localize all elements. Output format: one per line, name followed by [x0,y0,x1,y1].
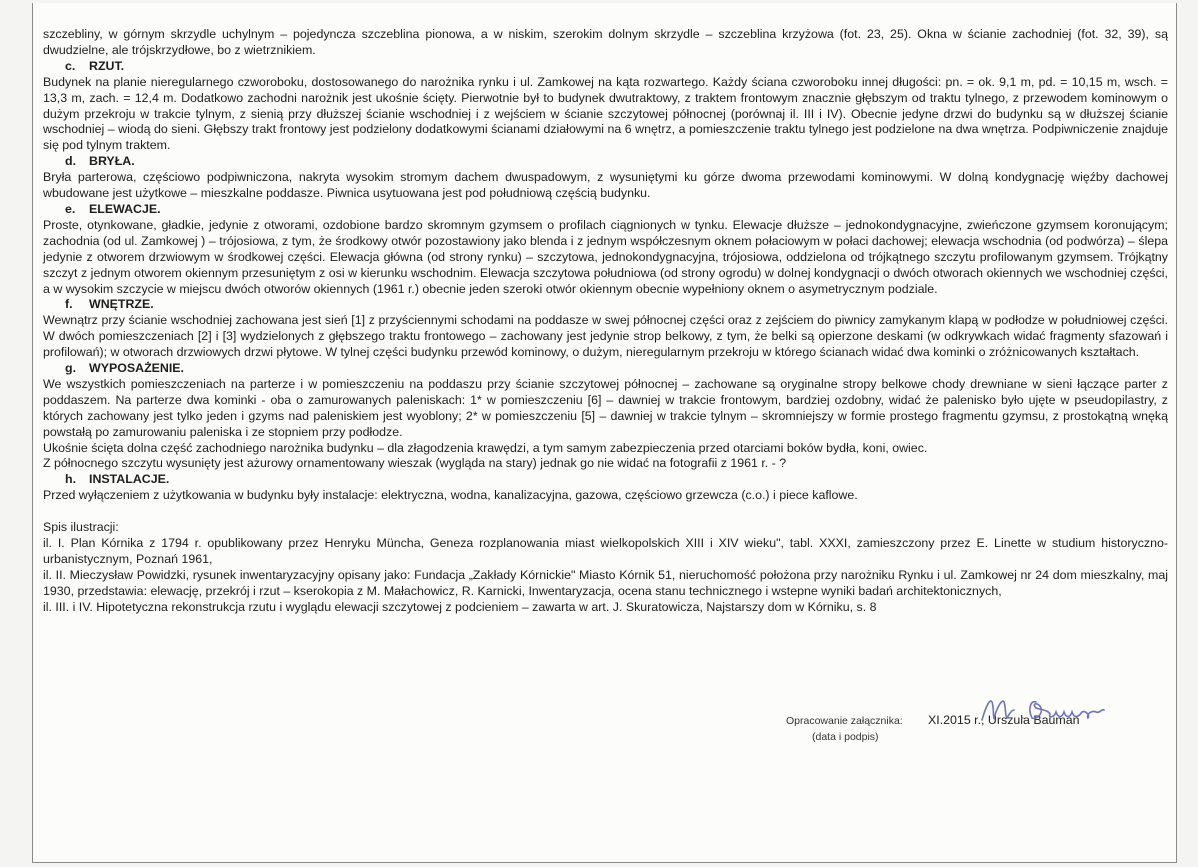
section-g-paragraph-1: We wszystkich pomieszczeniach na parterze i w pomieszczeniu na poddaszu przy ścianie szczytowej północnej – zachowane są oryginalne stropy belkowe chody drewniane w sieni łączące parter z poddaszem. Na parterze dwa kominki - oba o zamurowanych paleniskach: 1* w pomieszczeniu [6] – dawniej w trakcie frontowym, bardziej ozdobny, widać że palenisko było ujęte w pseudopilastry, z których zachowany jest tylko jeden i gzyms nad paleniskiem jest wyoblony; 2* w pomieszczeniu [5] – dawniej w trakcie tylnym – skromniejszy w formie prostego fragmentu gzymsu, z prostokątną wnęką powstałą po zamurowaniu paleniska i ze stopniem przy podłodze. [43,376,1168,439]
illustration-item-3: il. III. i IV. Hipotetyczna rekonstrukcja rzutu i wyglądu elewacji szczytowej z podcieniem – zawarta w art. J. Skuratowicza, Najstarszy dom w Kórniku, s. 8 [43,599,877,614]
illustration-item-2: il. II. Mieczysław Powidzki, rysunek inwentaryzacyjny opisany jako: Fundacja „Zakłady Kórnickie" Miasto Kórnik 51, nieruchomość położona przy narożniku Rynku i ul. Zamkowej nr 24 dom mieszkalny, maj 1930, przedstawia: elewację, przekrój i rzut – kserokopia z M. Małachowicz, R. Karnicki, Inwentaryzacja, ocena stanu technicznego i wstepne wyniki badań architektonicznych, [43,567,1168,598]
section-h-paragraph: Przed wyłączeniem z użytkowania w budynku były instalacje: elektryczna, wodna, kanalizacyjna, gazowa, częściowo grzewcza (c.o.) i piece kaflowe. [43,488,858,503]
handwritten-signature [978,688,1158,728]
section-d-paragraph: Bryła parterowa, częściowo podpiwniczona, nakryta wysokim stromym dachem dwuspadowym, z wysuniętymi ku górze dwoma przewodami kominowymi. W dolną kondygnację więźby dachowej wbudowane jest użytkowe – mieszkalne poddasze. Piwnica usytuowana jest pod południową częścią budynku. [43,170,1168,201]
section-f-paragraph: Wewnątrz przy ścianie wschodniej zachowana jest sień [1] z przyściennymi schodami na poddasze w swej północnej części oraz z zejściem do piwnicy zamykanym klapą w podłodze w południowej części. W dwóch pomieszczeniach [2] i [3] wydzielonych z głębszego traktu frontowego – zachowany jest jedynie strop belkowy, z tym, że belki są opierzone deskami (w odkrywkach widać fragmenty sfazowań i profilowań); w otworach drzwiowych drzwi płytowe. W tylnej części budynku przewód kominowy, o dużym, nieregularnym przekroju w którego ścianach widać dwa kominki o zróżnicowanych kształtach. [43,313,1168,360]
section-heading-e: e. ELEWACJE. [65,201,161,216]
illustrations-heading: Spis ilustracji: [43,520,119,535]
footer-label: Opracowanie załącznika: [786,715,903,727]
section-heading-g: g. WYPOSAŻENIE. [65,361,185,376]
footer-date-author: XI.2015 r., Urszula Bauman [928,713,1080,727]
section-heading-f: f. WNĘTRZE. [65,297,154,312]
section-g-paragraph-3: Z północnego szczytu wysunięty jest ażurowy ornamentowany wieszak (wygląda na stary) jednak go nie widać na fotografii z 1961 r. - ? [43,456,787,471]
section-heading-h: h. INSTALACJE. [65,472,170,487]
intro-paragraph: szczebliny, w górnym skrzydle uchylnym – pojedyncza szczeblina pionowa, a w niskim, szerokim dolnym skrzydle – szczeblina krzyżowa (fot. 23, 25). Okna w ścianie zachodniej (fot. 32, 39), są dwudzielne, ale trójskrzydłowe, bo z wietrznikiem. [43,27,1168,57]
section-e-paragraph: Proste, otynkowane, gładkie, jedynie z otworami, ozdobione bardzo skromnym gzymsem o profilach ciągnionych w tynku. Elewacje dłuższe – jednokondygnacyjne, zwieńczone gzymsem koronującym; zachodnia (od ul. Zamkowej ) – trójosiowa, z tym, że środkowy otwór pozostawiony jako blenda i z jednym współczesnym oknem połaciowym w połaci dachowej; elewacja wschodnia (od podwórza) – ślepa jedynie z otworem drzwiowym w środkowej części. Elewacja główna (od strony rynku) – szczytowa, jednokondygnacyjna, trójosiowa, oddzielona od trójkątnego szczytu profilowanym gzymsem. Trójkątny szczyt z jednym otworem okiennym przesuniętym z osi w kierunku wschodnim. Elewacja szczytowa południowa (od strony ogrodu) w dolnej kondygnacji o dwóch otworach okiennych we wschodniej części, a w wysokim szczycie w miejscu dwóch otworów okiennych (1961 r.) obecnie jeden szeroki otwór okiennym obecnie wypełniony oknem o asymetrycznym podziale. [43,217,1168,296]
section-c-paragraph: Budynek na planie nieregularnego czworoboku, dostosowanego do narożnika rynku i ul. Zamkowej na kąta rozwartego. Każdy ściana czworoboku innej długości: pn. = ok. 9,1 m, pd. = 10,15 m, wsch. = 13,3 m, zach. = 12,4 m. Dodatkowo zachodni narożnik jest ukośnie ścięty. Pierwotnie był to budynek dwutraktowy, z traktem frontowym znacznie głębszym od traktu tylnego, z przewodem kominowym o dużym przekroju w trakcie tylnym, z sienią przy dłuższej ścianie wschodniej i z wejściem w ścianie szczytowej północnej (porównaj il. III i IV). Obecnie jedyne drzwi do budynku są w dłuższej ścianie wschodniej – wiodą do sieni. Głębszy trakt frontowy jest podzielony dodatkowymi ścianami działowymi na 6 wnętrz, a pomieszczenie traktu tylnego jest podzielone na dwa wnętrza. Podpiwniczenie znajduje się pod tylnym traktem. [43,74,1168,153]
sections [43,59,1168,504]
document-body [43,27,1168,616]
illustration-item-1: il. I. Plan Kórnika z 1794 r. opublikowany przez Henryku Müncha, Geneza rozplanowania miast wielkopolskich XIII i XIV wieku", tabl. XXXI, zamieszczony przez E. Linette w studium historyczno-urbanistycznym, Poznań 1961, [43,536,1168,566]
section-heading-d: d. BRYŁA. [65,154,135,169]
footer-sub-label: (data i podpis) [812,731,879,743]
section-heading-c: c. RZUT. [65,58,125,73]
section-g-paragraph-2: Ukośnie ścięta dolna część zachodniego narożnika budynku – dla złagodzenia krawędzi, a tym samym zabezpieczenia przed otarciami boków bydła, koni, owiec. [43,440,928,455]
